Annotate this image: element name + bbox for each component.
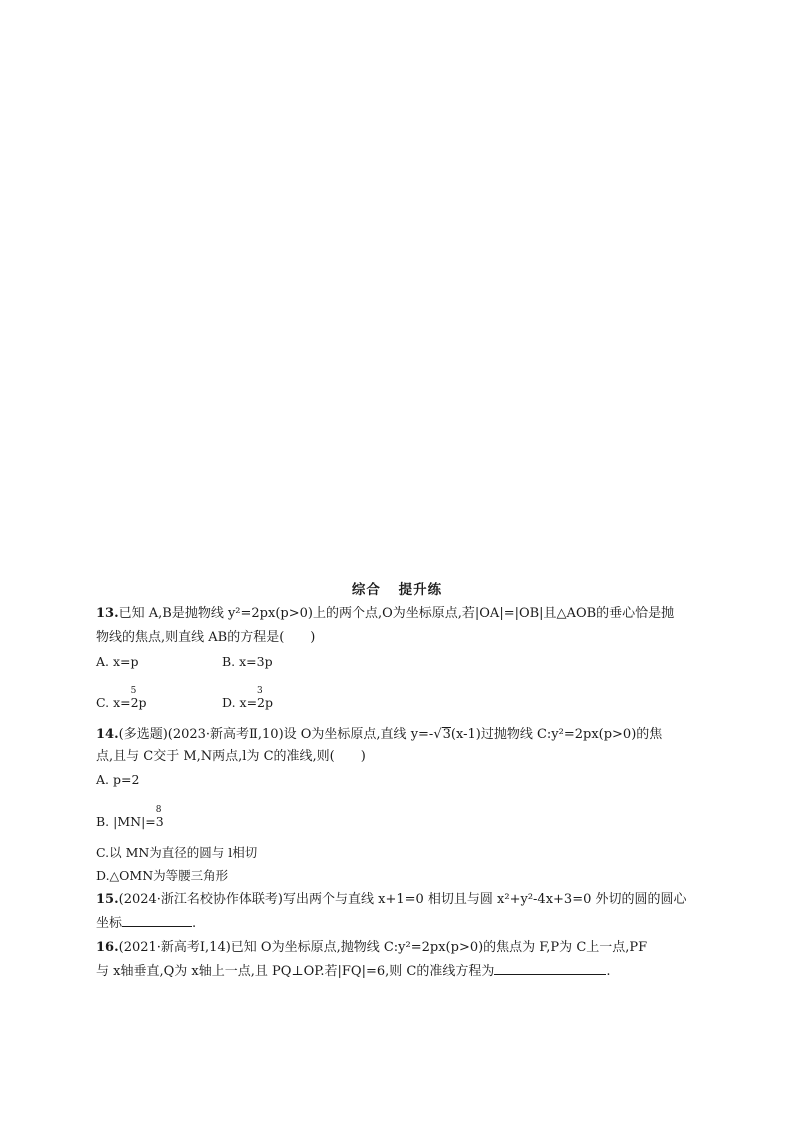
q14-option-b [96,805,164,832]
q13-number: 13. [96,606,119,621]
q13-option-d-num: 3 [257,686,263,696]
q13-option-d-post: 2p [257,695,274,710]
q16-text-2a: 与 x轴垂直,Q为 x轴上一点,且 PQ⊥OP.若|FQ|=6,则 C的准线方程为 [96,964,495,979]
q16-text-2b: . [606,964,611,979]
q13-option-a: A. x=p [96,654,139,669]
q16-text-1: (2021·新高考Ⅰ,14)已知 O为坐标原点,抛物线 C:y²=2px(p>0)的焦点为 F,P为 C上一点,PF [118,940,648,955]
section-title-b: 提升练 [398,582,443,598]
q14-option-a: A. p=2 [96,772,140,787]
q13-option-c-num: 5 [130,686,137,696]
q15-text-1: (2024·浙江名校协作体联考)写出两个与直线 x+1=0 相切且与圆 x²+y²-4x+3=0 外切的圆的圆心 [118,892,687,907]
q13-line2: 物线的焦点,则直线 AB的方程是( ) [96,630,316,645]
q15-text-2b: . [192,916,197,931]
section-title-a: 综合 [351,582,381,598]
q13-option-c-pre: C. x= [96,695,131,710]
q16-answer-blank[interactable] [494,962,606,975]
q14-line1 [96,725,662,745]
q14-option-b-num: 8 [155,805,162,815]
q15-answer-blank[interactable] [122,914,192,927]
q16-line1 [96,938,647,958]
sqrt-symbol: √ [433,727,442,742]
q13-text-1: 已知 A,B是抛物线 y²=2px(p>0)上的两个点,O为坐标原点,若|OA|=|OB|且△AOB的垂心恰是抛 [118,606,675,621]
q14-line2: 点,且与 C交于 M,N两点,l为 C的准线,则( ) [96,749,366,764]
q14-text-1b: (x-1)过抛物线 C:y²=2px(p>0)的焦 [450,727,663,742]
q14-option-b-pre: B. |MN|= [96,814,156,829]
q16-line2 [96,962,610,982]
q14-text-1a: (多选题)(2023·新高考Ⅱ,10)设 O为坐标原点,直线 y=- [118,727,434,742]
q15-line2 [96,914,196,934]
q14-number: 14. [96,727,119,742]
q14-sqrt-value: 3 [442,727,451,742]
q13-line1 [96,604,674,624]
q15-line1 [96,890,687,910]
q14-option-b-post: 3 [155,814,164,829]
q15-text-2a: 坐标 [96,916,123,931]
q13-option-c [96,686,147,713]
q16-number: 16. [96,940,119,955]
q14-option-c: C.以 MN为直径的圆与 l相切 [96,845,258,860]
q14-option-d: D.△OMN为等腰三角形 [96,868,229,883]
section-title [0,578,794,598]
q15-number: 15. [96,892,119,907]
q13-option-d-pre: D. x= [222,695,258,710]
q13-option-c-post: 2p [130,695,147,710]
q13-option-d [222,686,274,713]
q13-option-b: B. x=3p [222,654,273,669]
